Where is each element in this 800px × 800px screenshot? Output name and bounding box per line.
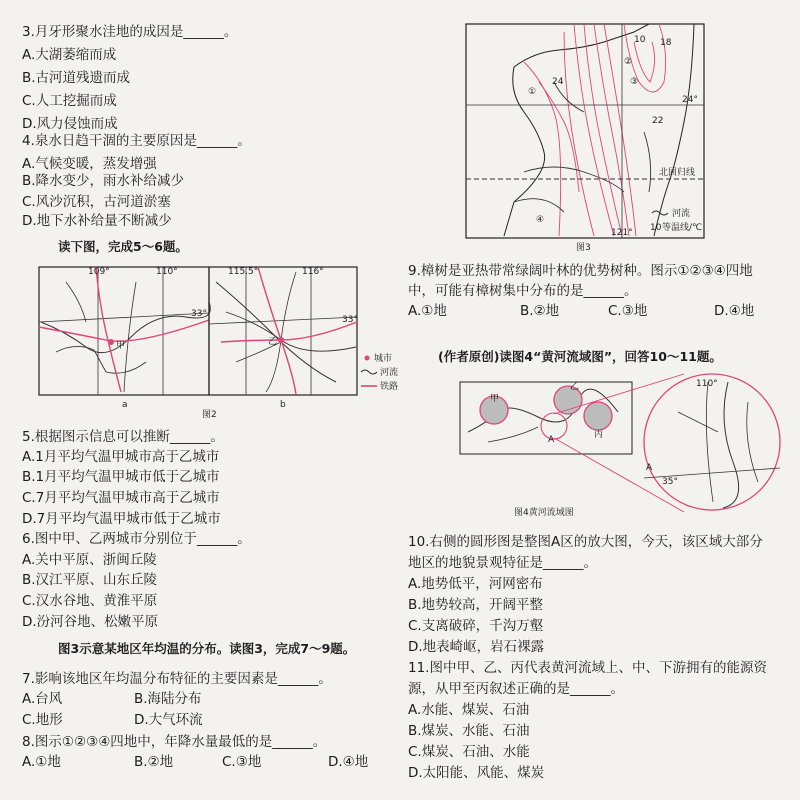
q8-option-a: A.①地	[22, 754, 61, 770]
q8-option-c: C.③地	[222, 754, 262, 770]
region-bing-circle	[584, 402, 612, 430]
q5-option-a: A.1月平均气温甲城市高于乙城市	[22, 449, 220, 465]
q4-option-b: B.降水变少，雨水补给减少	[22, 173, 185, 189]
q7-option-a: A.台风	[22, 691, 63, 707]
legend-city: 城市	[374, 354, 393, 364]
label-a-big: A	[646, 463, 653, 473]
lon-121: 121°	[611, 228, 633, 238]
fig3-legend-iso: 等温线/℃	[662, 223, 703, 233]
read-fig3-instruction: 图3示意某地区年均温的分布。读图3，完成7～9题。	[58, 641, 356, 656]
q6-stem: 6.图中甲、乙两城市分别位于______。	[22, 531, 251, 547]
q9-option-d: D.④地	[714, 303, 755, 319]
q4-option-a: A.气候变暖，蒸发增强	[22, 156, 157, 172]
iso-24: 24	[552, 77, 564, 87]
iso-22: 22	[652, 116, 664, 126]
q9-option-b: B.②地	[520, 303, 560, 319]
figure-2-caption: 图2	[202, 410, 217, 420]
legend-rail: 铁路	[380, 382, 399, 392]
q11-stem-line2: 源，从甲至丙叙述正确的是______。	[408, 681, 624, 697]
q3-option-b: B.古河道残遗而成	[22, 70, 131, 86]
q9-option-a: A.①地	[408, 303, 447, 319]
figure-4-caption: 图4黄河流域图	[514, 508, 574, 518]
q3-option-a: A.大湖萎缩而成	[22, 47, 117, 63]
map-b-label: b	[280, 400, 286, 410]
label-jia: 甲	[490, 394, 500, 404]
q7-stem: 7.影响该地区年均温分布特征的主要因素是______。	[22, 671, 332, 687]
q7-option-b: B.海陆分布	[134, 691, 202, 707]
q5-option-b: B.1月平均气温甲城市低于乙城市	[22, 469, 220, 485]
lat-24: 24°	[682, 95, 698, 105]
q9-stem-line1: 9.樟树是亚热带常绿阔叶林的优势树种。图示①②③④四地	[408, 263, 753, 279]
q3-option-c: C.人工挖掘而成	[22, 93, 117, 109]
q10-stem-line1: 10.右侧的圆形图是整图A区的放大图，今天，该区域大部分	[408, 534, 763, 550]
q11-option-d: D.太阳能、风能、煤炭	[408, 765, 545, 781]
fig4-lat: 35°	[662, 477, 678, 487]
map-a-frame	[39, 267, 209, 395]
q6-option-a: A.关中平原、浙闽丘陵	[22, 552, 157, 568]
q10-option-b: B.地势较高，开阔平整	[408, 597, 544, 613]
read-fig2-instruction: 读下图，完成5～6题。	[58, 239, 188, 254]
region-a-zoom-circle	[644, 374, 780, 510]
legend-river-icon	[361, 370, 377, 374]
q10-option-d: D.地表崎岖，岩石裸露	[408, 639, 545, 655]
q10-stem-line2: 地区的地貌景观特征是______。	[408, 555, 597, 571]
map-b-lon: 115.5°	[228, 267, 259, 277]
legend-city-icon	[365, 356, 370, 361]
point-1: ①	[528, 87, 537, 97]
q8-stem: 8.图示①②③④四地中，年降水量最低的是______。	[22, 734, 327, 750]
q11-option-b: B.煤炭、水能、石油	[408, 723, 530, 739]
label-yi: 乙	[570, 382, 580, 392]
q11-option-a: A.水能、煤炭、石油	[408, 702, 530, 718]
q3-option-d: D.风力侵蚀而成	[22, 116, 118, 132]
point-3: ③	[630, 77, 639, 87]
q8-option-b: B.②地	[134, 754, 174, 770]
city-jia-marker	[108, 339, 114, 345]
q4-option-d: D.地下水补给量不断减少	[22, 213, 172, 229]
q7-option-d: D.大气环流	[134, 712, 203, 728]
iso-18: 18	[660, 38, 672, 48]
figure-3-frame	[466, 24, 704, 238]
city-yi-label: 乙	[268, 337, 278, 347]
q7-option-c: C.地形	[22, 712, 63, 728]
figure-3-caption: 图3	[576, 243, 591, 252]
q3-stem: 3.月牙形聚水洼地的成因是______。	[22, 24, 238, 40]
map-a-lon: 109°	[88, 267, 110, 277]
map-b-lon2: 116°	[302, 267, 324, 277]
point-4: ④	[536, 215, 545, 225]
map-b-lat: 33°	[342, 315, 358, 325]
q9-stem-line2: 中，可能有樟树集中分布的是______。	[408, 283, 638, 299]
figure-4-map	[458, 372, 784, 522]
q9-option-c: C.③地	[608, 303, 648, 319]
city-yi-marker	[278, 337, 284, 343]
q4-stem: 4.泉水日趋干涸的主要原因是______。	[22, 133, 251, 149]
figure-2-maps	[36, 262, 406, 420]
q4-option-c: C.风沙沉积，古河道淤塞	[22, 194, 171, 210]
map-a-lat: 33°	[191, 309, 207, 319]
q10-option-c: C.支离破碎，千沟万壑	[408, 618, 544, 634]
map-a-label: a	[122, 400, 128, 410]
q6-option-b: B.汉江平原、山东丘陵	[22, 572, 158, 588]
point-2: ②	[624, 57, 633, 67]
q6-option-d: D.汾河谷地、松嫩平原	[22, 614, 159, 630]
figure-3-map	[464, 22, 706, 252]
fig4-lon: 110°	[696, 379, 718, 389]
q8-option-d: D.④地	[328, 754, 369, 770]
q5-stem: 5.根据图示信息可以推断______。	[22, 429, 224, 445]
read-fig4-instruction: (作者原创)读图4“黄河流域图”，回答10～11题。	[438, 349, 722, 364]
map-b-frame	[209, 267, 357, 395]
fig3-legend-river: 河流	[672, 209, 691, 219]
city-jia-label: 甲	[116, 341, 126, 351]
legend-river: 河流	[380, 368, 399, 378]
map-a-lon2: 110°	[156, 267, 178, 277]
q11-stem-line1: 11.图中甲、乙、丙代表黄河流域上、中、下游拥有的能源资	[408, 660, 767, 676]
fig3-legend-iso-num: 10	[650, 223, 662, 233]
iso-10: 10	[634, 35, 646, 45]
label-bing: 丙	[594, 430, 604, 440]
q11-option-c: C.煤炭、石油、水能	[408, 744, 530, 760]
tropic-label: 北回归线	[659, 168, 696, 178]
q6-option-c: C.汉水谷地、黄淮平原	[22, 593, 158, 609]
q10-option-a: A.地势低平，河网密布	[408, 576, 543, 592]
label-a-small: A	[548, 435, 555, 445]
q5-option-d: D.7月平均气温甲城市低于乙城市	[22, 511, 221, 527]
q5-option-c: C.7月平均气温甲城市高于乙城市	[22, 490, 220, 506]
